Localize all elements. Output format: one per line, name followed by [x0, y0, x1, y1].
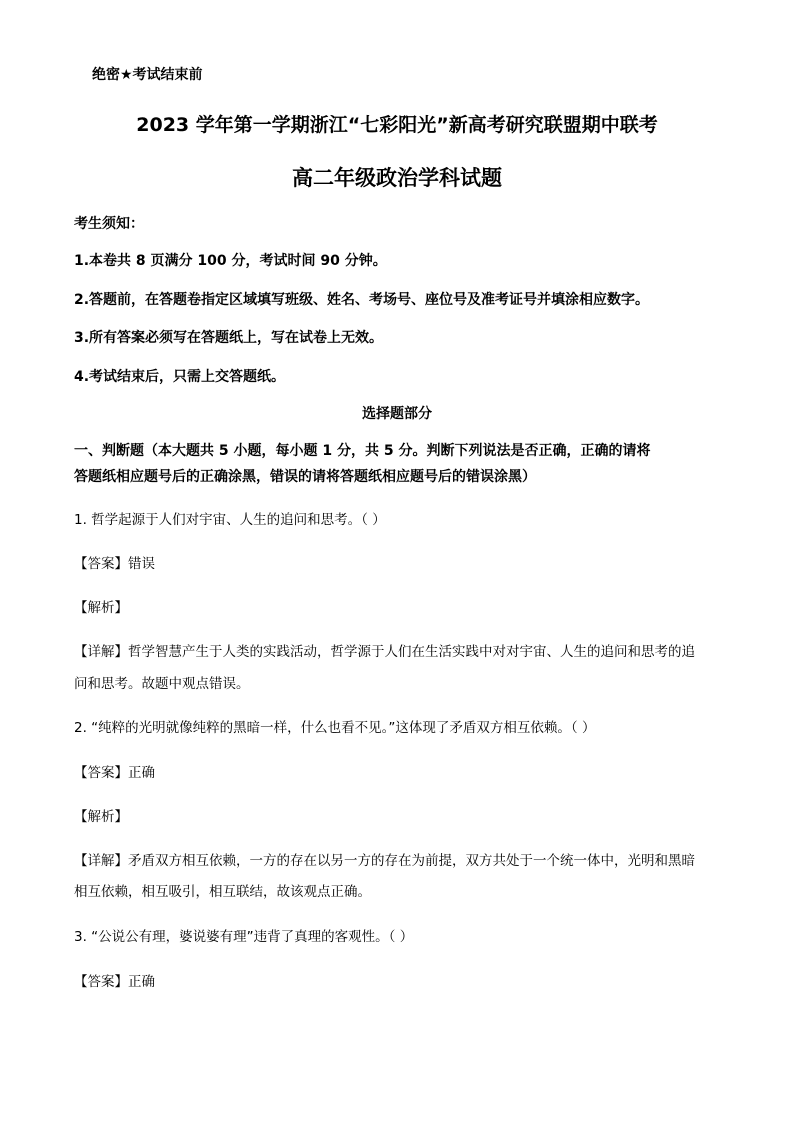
analysis-label: 【解析】: [74, 809, 128, 825]
detail-line: 问和思考。故题中观点错误。: [74, 676, 250, 692]
question-stem: 3. “公说公有理，婆说婆有理”违背了真理的客观性。（ ）: [74, 929, 414, 945]
exam-title: 2023 学年第一学期浙江“七彩阳光”新高考研究联盟期中联考: [136, 114, 658, 136]
answer-row: [74, 552, 155, 572]
detail-label: 【详解】: [74, 853, 128, 869]
notice-heading: 考生须知：: [74, 216, 144, 232]
notice-item: 4.考试结束后，只需上交答题纸。: [74, 369, 286, 385]
analysis-label: 【解析】: [74, 600, 128, 616]
notice-item: 1.本卷共 8 页满分 100 分，考试时间 90 分钟。: [74, 253, 387, 269]
answer-row: [74, 761, 155, 781]
answer-label: 【答案】: [74, 556, 128, 572]
confidential-mark: 绝密★考试结束前: [92, 67, 203, 83]
question-stem: 1. 哲学起源于人们对宇宙、人生的追问和思考。（ ）: [74, 512, 386, 528]
detail-line: [74, 849, 695, 869]
notice-item: 2.答题前，在答题卷指定区域填写班级、姓名、考场号、座位号及准考证号并填涂相应数字。: [74, 292, 650, 308]
detail-label: 【详解】: [74, 644, 128, 660]
exam-subtitle: 高二年级政治学科试题: [292, 166, 502, 190]
answer-value: 正确: [128, 765, 155, 781]
detail-line: [74, 640, 695, 660]
answer-value: 正确: [128, 974, 155, 990]
question-stem: 2. “纯粹的光明就像纯粹的黑暗一样，什么也看不见。”这体现了矛盾双方相互依赖。（ ）: [74, 720, 596, 736]
answer-value: 错误: [128, 556, 155, 572]
section-intro-line: 答题纸相应题号后的正确涂黑，错误的请将答题纸相应题号后的错误涂黑）: [74, 469, 536, 485]
answer-row: [74, 970, 155, 990]
section-intro-line: 一、判断题（本大题共 5 小题，每小题 1 分，共 5 分。判断下列说法是否正确，正确的请将: [74, 443, 651, 459]
section-title: 选择题部分: [362, 406, 432, 422]
answer-label: 【答案】: [74, 765, 128, 781]
notice-item: 3.所有答案必须写在答题纸上，写在试卷上无效。: [74, 330, 384, 346]
answer-label: 【答案】: [74, 974, 128, 990]
detail-text: 哲学智慧产生于人类的实践活动，哲学源于人们在生活实践中对对宇宙、人生的追问和思考的追: [128, 644, 695, 660]
detail-text: 矛盾双方相互依赖，一方的存在以另一方的存在为前提，双方共处于一个统一体中，光明和黑暗: [128, 853, 695, 869]
detail-line: 相互依赖，相互吸引，相互联结，故该观点正确。: [74, 884, 371, 900]
